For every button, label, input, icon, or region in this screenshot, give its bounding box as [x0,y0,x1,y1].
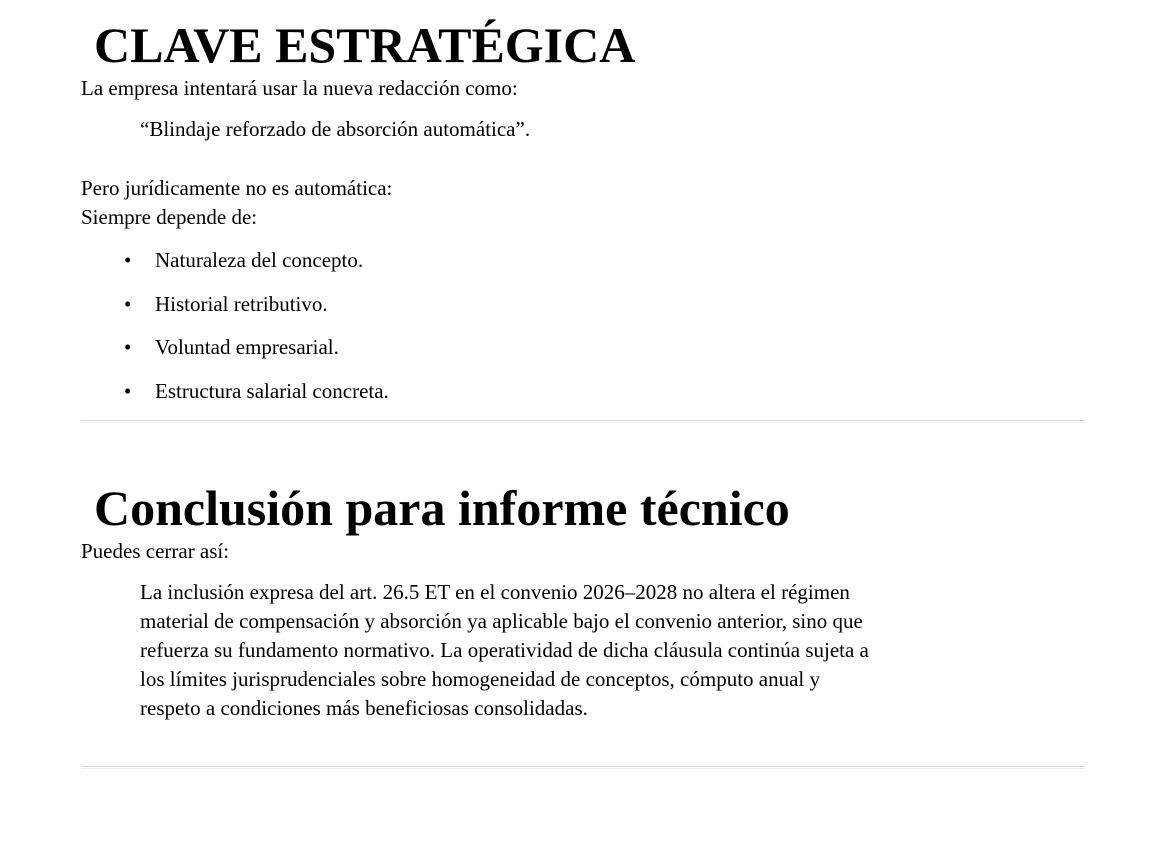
blockquote-line: material de compensación y absorción ya aplicable bajo el convenio anterior, sino que [140,609,863,633]
blockquote-line: los límites jurisprudenciales sobre homogeneidad de conceptos, cómputo anual y [140,667,820,691]
horizontal-rule [81,420,1085,423]
section-title-conclusion: Conclusión para informe técnico [94,480,790,536]
bullet-marker: • [124,291,132,316]
blockquote-line: La inclusión expresa del art. 26.5 ET en el convenio 2026–2028 no altera el régimen [140,580,850,604]
list-item [81,333,1085,362]
bullet-list [81,246,1085,406]
list-item [81,290,1085,319]
list-item-text: Historial retributivo. [155,291,328,316]
list-item-text: Estructura salarial concreta. [155,378,389,403]
horizontal-rule [81,766,1085,769]
list-item [81,377,1085,406]
bullet-marker: • [124,378,132,403]
blockquote-line: refuerza su fundamento normativo. La operatividad de dicha cláusula continúa sujeta a [140,638,869,662]
blockquote-line: respeto a condiciones más beneficiosas consolidadas. [140,696,588,720]
paragraph-depende: Siempre depende de: [81,205,258,229]
list-item-text: Voluntad empresarial. [155,335,339,359]
paragraph-juridicamente: Pero jurídicamente no es automática: [81,176,393,200]
blockquote-blindaje: “Blindaje reforzado de absorción automática”. [140,117,531,141]
list-item-text: Naturaleza del concepto. [155,248,364,272]
intro-text: Puedes cerrar así: [81,539,230,563]
bullet-marker: • [124,248,132,272]
blockquote-conclusion [81,578,1085,723]
document-body [81,0,1085,769]
intro-text: La empresa intentará usar la nueva redacción como: [81,76,518,100]
section-title-clave-estrategica: CLAVE ESTRATÉGICA [94,17,636,73]
list-item [81,246,1085,275]
bullet-marker: • [124,335,132,359]
